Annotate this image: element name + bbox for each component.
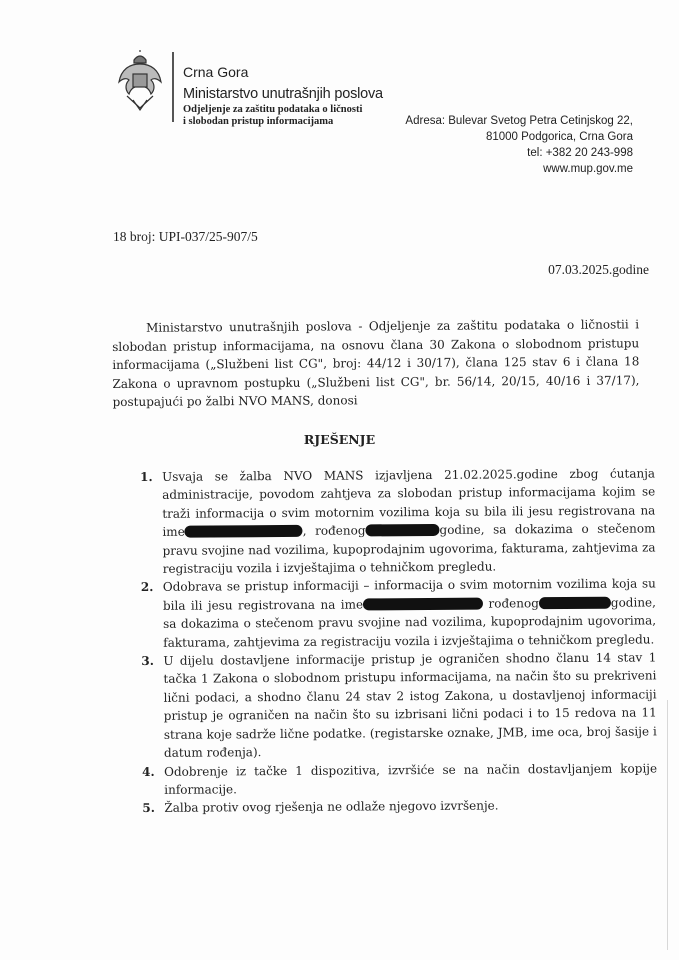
document-date: 07.03.2025.godine [548,262,649,277]
coat-of-arms-icon [115,50,165,112]
address-city: 81000 Podgorica, Crna Gora [485,131,633,143]
country-name: Crna Gora [183,64,249,80]
department-name [183,104,362,128]
dispositive-item [141,648,657,762]
address-website: www.mup.gov.me [543,163,633,175]
decision-title: RJEŠENJE [303,432,376,447]
department-line-2: i slobodan pristup informacijama [183,116,334,127]
item-number: 5. [142,801,155,816]
address-street: Adresa: Bulevar Svetog Petra Cetinjskog 22, [405,115,633,127]
reference-number: 18 broj: UPI-037/25-907/5 [113,229,258,244]
item-text: Odobrava se pristup informaciji – informacija o svim motornim vozilima koja su bila ili jesu registrovana na ime [162,576,656,613]
item-text: Odobrenje iz tačke 1 dispozitiva, izvršiće se na način dostavljanjem kopije informacije. [164,760,658,797]
item-text: godine, sa dokazima o stečenom pravu svojine nad vozilima, kupoprodajnim ugovorima, fakturama, zahtjevima za registraciju vozila i izvještajima o tehničkom pregledu. [162,521,656,576]
item-number: 1. [140,469,153,484]
item-text: rođenog [483,596,539,611]
scan-edge-line [667,700,668,950]
item-text: godine, sa dokazima o stečenom pravu svojine nad vozilima, kupoprodajnim ugovorima, fakturama, zahtjevima za registraciju vozila i izvještajima o tehničkom pregledu. [163,595,657,650]
redaction-mark [539,597,611,610]
department-line-1: Odjeljenje za zaštitu podataka o ličnosti [183,104,363,115]
redaction-mark [185,525,303,538]
redaction-mark [363,597,483,610]
redaction-mark [365,524,439,537]
item-number: 2. [140,580,154,595]
item-text: U dijelu dostavljene informacije pristup je ograničen shodno članu 14 stav 1 tačka 1 Zakona o slobodnom pristupu informacijama, na način što su prekriveni lični podaci, a shodno članu 24 stav 2 istog Zakona, u dostavljenoj informaciji pristup je ograničen na način što su izbrisani lični podaci i to 15 redova na 11 strana koje sadrže lične podatke. (registarske oznake, JMB, ime oca, broj šasije i datum rođenja). [163,650,657,760]
dispositive-item [140,464,656,578]
dispositive-item [141,575,657,652]
address-phone: tel: +382 20 243-998 [527,147,633,159]
item-text: , rođenog [302,523,366,539]
dispositive-item [142,759,657,799]
intro-paragraph [112,315,640,411]
intro-text: Ministarstvo unutrašnjih poslova - Odjeljenje za zaštitu podataka o ličnostii i slobodan pristup informacijama, na osnovu člana 30 Zakona o slobodnom pristupu informacijama („Službeni list CG", broj: 44/12 i 30/17), člana 125 stav 6 i člana 18 Zakona o upravnom postupku („Službeni list CG", br. 56/14, 20/15, 40/16 i 37/17), postupajući po žalbi NVO MANS, donosi [112,317,640,409]
header-divider [172,52,174,122]
ministry-name: Ministarstvo unutrašnjih poslova [183,86,383,102]
item-text: Žalba protiv ovog rješenja ne odlaže njegovo izvršenje. [164,798,499,816]
item-text: Usvaja se žalba NVO MANS izjavljena 21.02.2025.godine zbog ćutanja administracije, povodom zahtjeva za slobodan pristup informacijama kojim se traži informacija o svim motornim vozilima koja su bila ili jesu registrovana na ime [162,466,656,540]
item-number: 4. [142,764,155,779]
item-number: 3. [141,653,154,669]
address-block [405,113,633,177]
dispositive-list [140,464,657,817]
dispositive-item [142,796,657,818]
